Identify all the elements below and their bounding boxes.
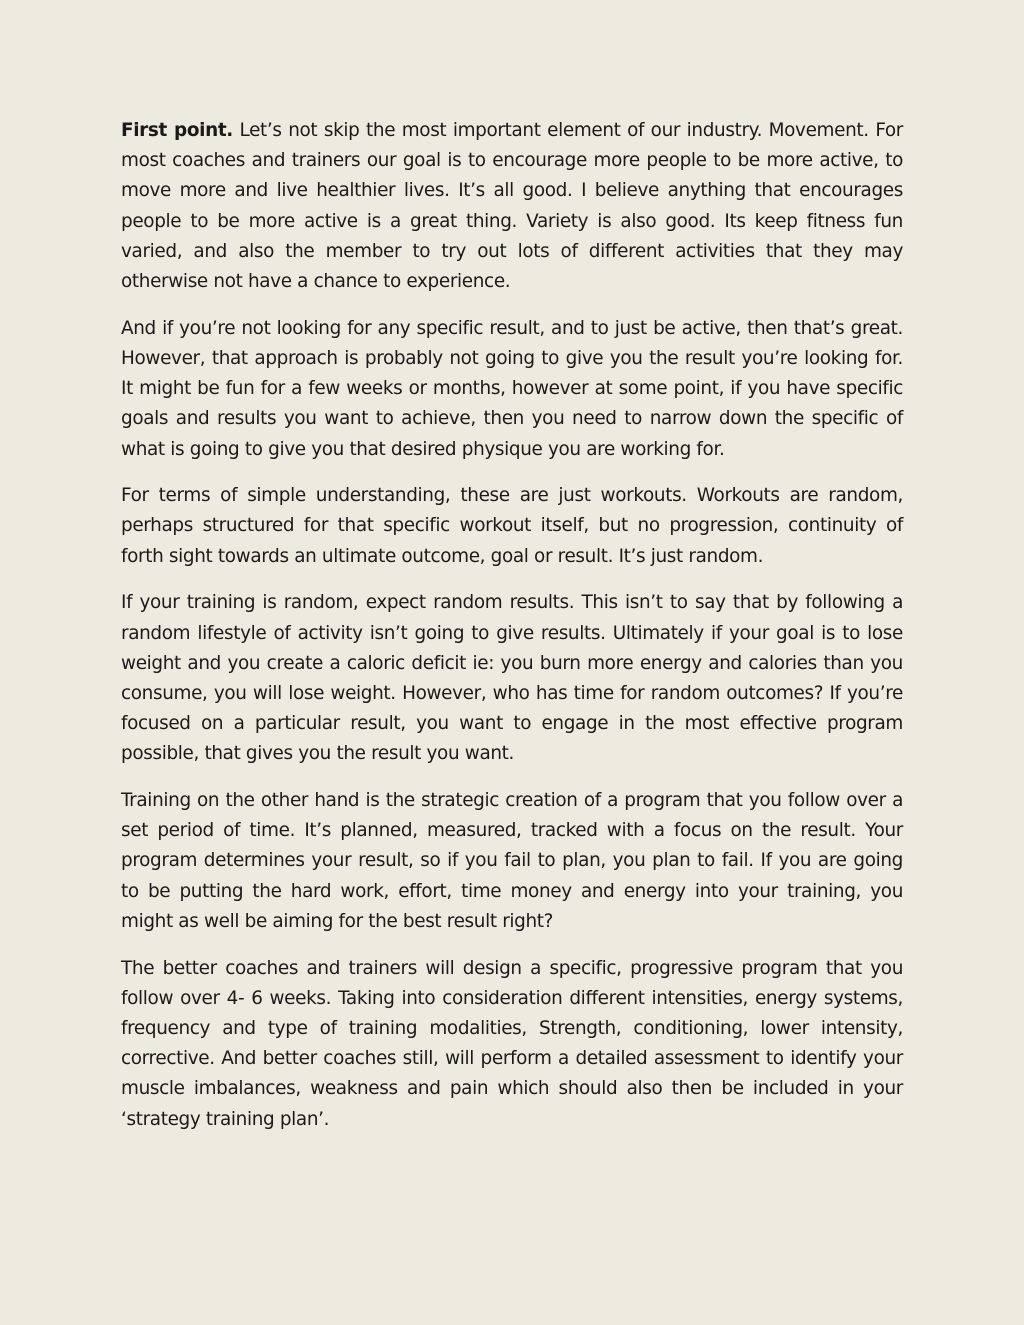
paragraph-first-point (121, 116, 903, 297)
paragraph-text: Let’s not skip the most important element of our industry. Movement. For most coaches and trainers our goal is to encourage more people to be more active, to move more and live healthier lives. It’s all good. I believe anything that encourages people to be more active is a great thing. Variety is also good. Its keep fitness fun varied, and also the member to try out lots of different activities that they may otherwise not have a chance to experience. (121, 120, 904, 293)
paragraph-random-training: If your training is random, expect random results. This isn’t to say that by following a random lifestyle of activity isn’t going to give results. Ultimately if your goal is to lose weight and you create a caloric deficit ie: you burn more energy and calories than you consume, you will lose weight. However, who has time for random outcomes? If you’re focused on a particular result, you want to engage in the most effective program possible, that gives you the result you want. (121, 592, 903, 765)
paragraph-specific-result: And if you’re not looking for any specific result, and to just be active, then that’s great. However, that approach is probably not going to give you the result you’re looking for. It might be fun for a few weeks or months, however at some point, if you have specific goals and results you want to achieve, then you need to narrow down the specific of what is going to give you that desired physique you are working for. (121, 317, 903, 460)
paragraph-lead: First point. (121, 120, 233, 141)
paragraph-better-coaches: The better coaches and trainers will design a specific, progressive program that you follow over 4- 6 weeks. Taking into consideration different intensities, energy systems, frequency and type of training modalities, Strength, conditioning, lower intensity, corrective. And better coaches still, will perform a detailed assessment to identify your muscle imbalances, weakness and pain which should also then be included in your ‘strategy training plan’. (121, 957, 903, 1130)
paragraph-workouts: For terms of simple understanding, these are just workouts. Workouts are random, perhaps structured for that specific workout itself, but no progression, continuity of forth sight towards an ultimate outcome, goal or result. It’s just random. (121, 485, 903, 567)
document-body (121, 116, 903, 1151)
paragraph-strategic-training: Training on the other hand is the strategic creation of a program that you follow over a set period of time. It’s planned, measured, tracked with a focus on the result. Your program determines your result, so if you fail to plan, you plan to fail. If you are going to be putting the hard work, effort, time money and energy into your training, you might as well be aiming for the best result right? (121, 790, 903, 932)
